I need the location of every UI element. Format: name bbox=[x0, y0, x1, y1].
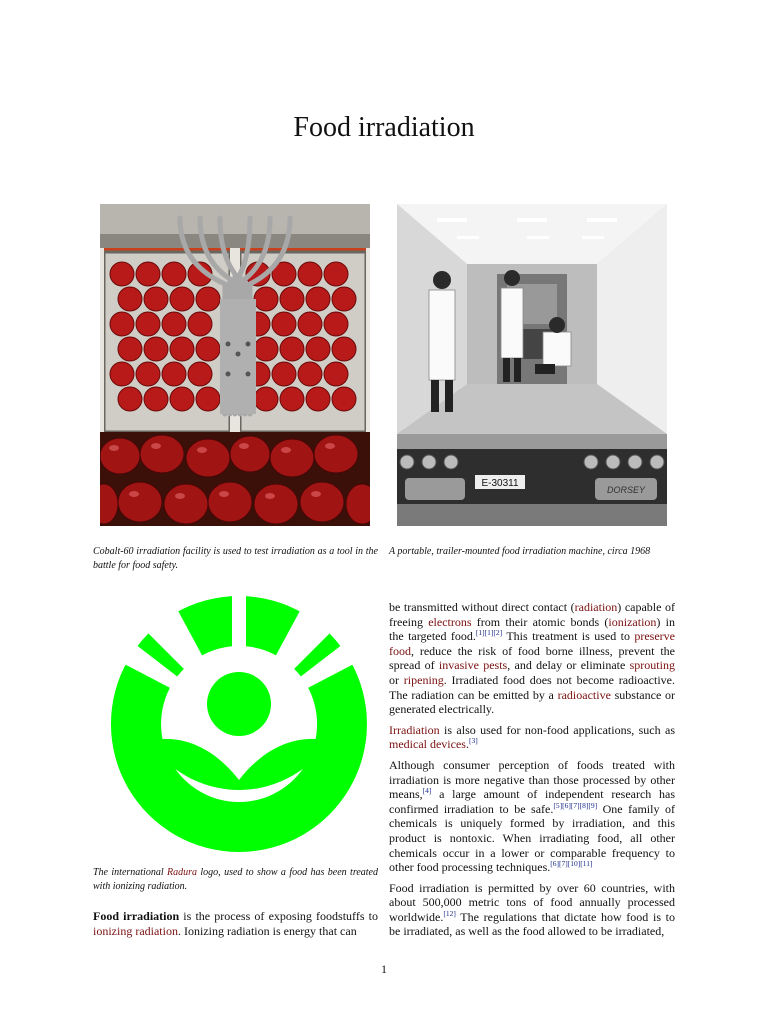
paragraph-1: be transmitted without direct contact (radiation) capable of freeing electrons from their atomic bonds (ionization) in the targeted food.[1][1][2] This treatment is used to preserve food, reduce the risk of food borne illness, prevent the spread of invasive pests, and delay or eliminate sprouting or ripening. Irradiated food does not become radioactive. The radiation can be emitted by a radioactive substance or generated electrically. bbox=[389, 600, 676, 717]
ref-4[interactable]: [4] bbox=[422, 786, 432, 796]
link-irradiation[interactable]: Irradiation bbox=[389, 722, 440, 737]
link-ionization[interactable]: ionization bbox=[608, 614, 657, 629]
intro-paragraph: Food irradiation is the process of exposing foodstuffs to ionizing radiation. Ionizing radiation is energy that can bbox=[93, 909, 378, 938]
page-title: Food irradiation bbox=[293, 112, 475, 143]
paragraph-4: Food irradiation is permitted by over 60 countries, with about 500,000 metric tons of food annually processed worldwide.[12] The regulations that dictate how food is to be irradiated, as well as the food allowed to be irradiated, bbox=[389, 880, 675, 939]
link-radioactive[interactable]: radioactive bbox=[557, 687, 611, 702]
paragraph-2: Irradiation is also used for non-food applications, such as medical devices.[3] bbox=[389, 722, 675, 752]
caption-trailer: A portable, trailer-mounted food irradiation machine, circa 1968 bbox=[389, 546, 651, 557]
license-plate-text: E-30311 bbox=[481, 478, 519, 489]
caption-cobalt: Cobalt-60 irradiation facility is used to test irradiation as a tool in the battle for food safety. bbox=[93, 546, 378, 571]
link-sprouting[interactable]: sprouting bbox=[629, 658, 675, 673]
link-ionizing-radiation[interactable]: ionizing radiation bbox=[93, 923, 178, 938]
cobalt-60-photo bbox=[100, 204, 370, 526]
trailer-brand-text: DORSEY bbox=[606, 485, 646, 495]
link-preserve-food[interactable]: preserve food bbox=[389, 629, 675, 658]
trailer-machine-photo bbox=[397, 204, 667, 526]
ref-5-9[interactable]: [5][6][7][8][9] bbox=[553, 800, 598, 810]
link-invasive-pests[interactable]: invasive pests bbox=[438, 658, 508, 673]
link-ripening[interactable]: ripening bbox=[403, 672, 444, 687]
caption-radura: The international Radura logo, used to show a food has been treated with ionizing radiation. bbox=[93, 867, 378, 892]
link-medical-devices[interactable]: medical devices bbox=[389, 737, 466, 752]
paragraph-3: Although consumer perception of foods treated with irradiation is more negative than those processed by other means,[4] a large amount of independent research has confirmed irradiation to be safe.[5][6][7][8][9] One family of chemicals is uniquely formed by irradiation, and this product is nontoxic. When irradiating food, all other chemicals occur in a lower or comparable frequency to other food processing techniques.[6][7][10][11] bbox=[389, 757, 675, 875]
radura-logo bbox=[109, 594, 369, 854]
ref-6-11[interactable]: [6][7][10][11] bbox=[550, 859, 593, 869]
intro-bold-term: Food irradiation bbox=[93, 909, 180, 923]
link-electrons[interactable]: electrons bbox=[428, 614, 472, 629]
link-radiation[interactable]: radiation bbox=[574, 600, 618, 614]
ref-12[interactable]: [12] bbox=[443, 908, 456, 918]
ref-3[interactable]: [3] bbox=[468, 736, 478, 746]
radura-link[interactable]: Radura bbox=[167, 867, 198, 878]
ref-1[interactable]: [1][1][2] bbox=[475, 628, 503, 638]
right-column bbox=[389, 600, 675, 945]
page-number: 1 bbox=[381, 962, 387, 976]
